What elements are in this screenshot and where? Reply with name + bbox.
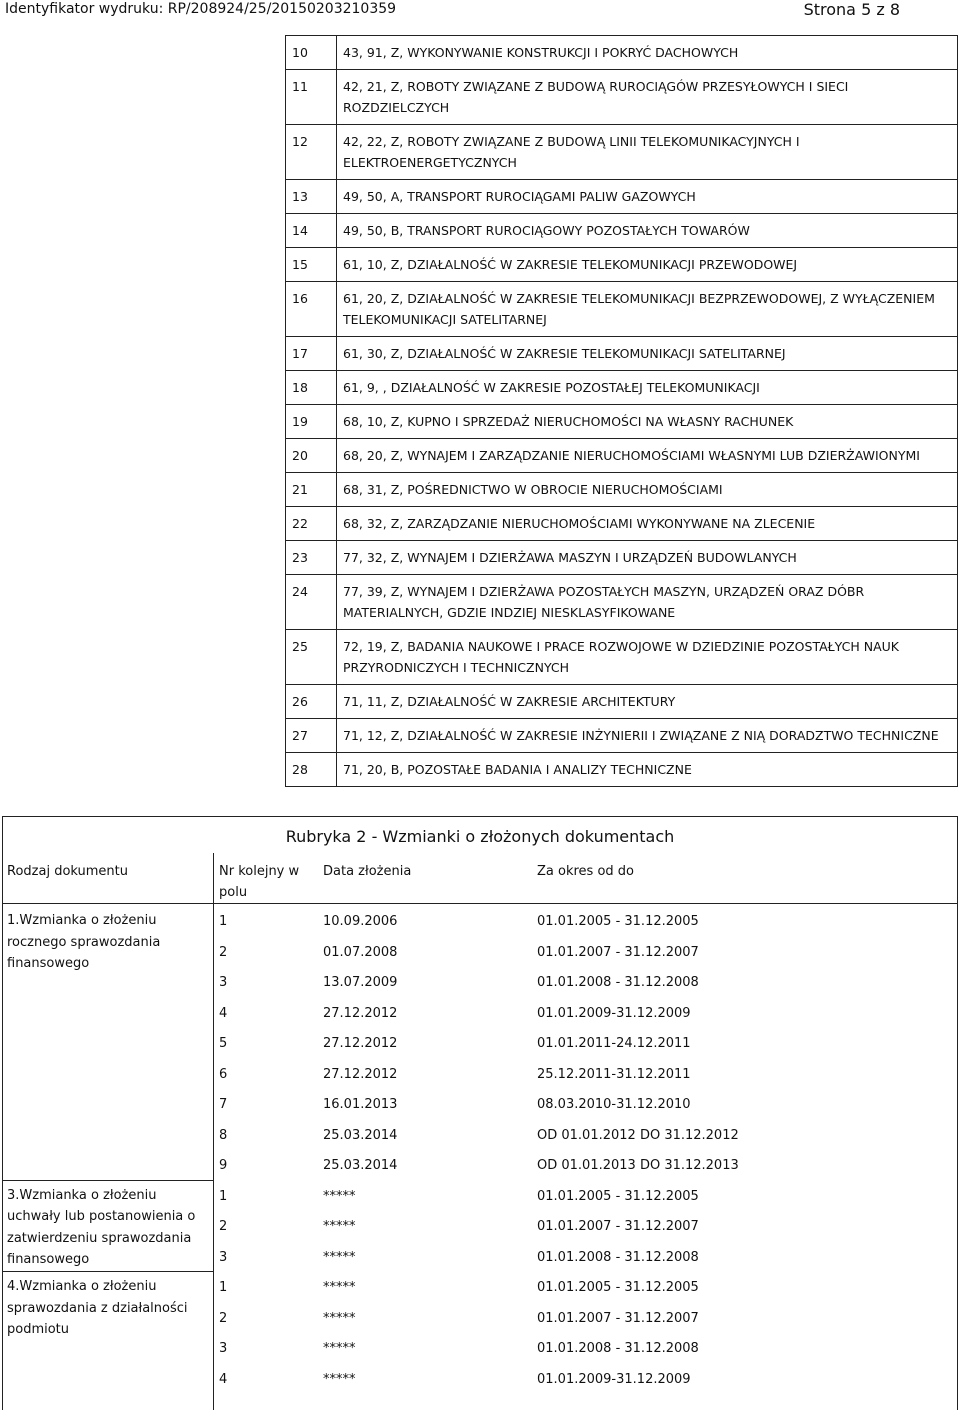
entry-date: ***** — [323, 1310, 356, 1326]
pkd-description: 61, 20, Z, DZIAŁALNOŚĆ W ZAKRESIE TELEKOMUNIKACJI BEZPRZEWODOWEJ, Z WYŁĄCZENIEM TELEKOMUNIKACJI SATELITARNEJ — [337, 282, 958, 337]
pkd-description: 71, 11, Z, DZIAŁALNOŚĆ W ZAKRESIE ARCHITEKTURY — [337, 685, 958, 719]
pkd-description: 71, 12, Z, DZIAŁALNOŚĆ W ZAKRESIE INŻYNIERII I ZWIĄZANE Z NIĄ DORADZTWO TECHNICZNE — [337, 719, 958, 753]
group-divider — [3, 1271, 213, 1272]
row-number: 13 — [286, 180, 337, 214]
entry-period: 25.12.2011-31.12.2011 — [537, 1066, 691, 1082]
entry-number: 2 — [219, 1219, 228, 1234]
row-number: 18 — [286, 371, 337, 405]
pkd-description: 68, 32, Z, ZARZĄDZANIE NIERUCHOMOŚCIAMI WYKONYWANE NA ZLECENIE — [337, 507, 958, 541]
table-row — [286, 371, 958, 405]
entry-number: 6 — [219, 1066, 228, 1082]
entry-period: 01.01.2009-31.12.2009 — [537, 1371, 691, 1387]
pkd-description: 71, 20, B, POZOSTAŁE BADANIA I ANALIZY TECHNICZNE — [337, 753, 958, 787]
column-divider — [213, 853, 214, 1410]
entry-period: 01.01.2007 - 31.12.2007 — [537, 944, 699, 960]
table-row — [286, 70, 958, 125]
pkd-description: 49, 50, A, TRANSPORT RUROCIĄGAMI PALIW GAZOWYCH — [337, 180, 958, 214]
entry-date: 01.07.2008 — [323, 944, 398, 960]
pkd-description: 68, 20, Z, WYNAJEM I ZARZĄDZANIE NIERUCHOMOŚCIAMI WŁASNYMI LUB DZIERŻAWIONYMI — [337, 439, 958, 473]
table-row — [286, 575, 958, 630]
entry-number: 5 — [219, 1036, 228, 1051]
pkd-description: 42, 21, Z, ROBOTY ZWIĄZANE Z BUDOWĄ RUROCIĄGÓW PRZESYŁOWYCH I SIECI ROZDZIELCZYCH — [337, 70, 958, 125]
entry-number: 2 — [219, 944, 228, 960]
table-row — [286, 719, 958, 753]
pkd-description: 61, 9, , DZIAŁALNOŚĆ W ZAKRESIE POZOSTAŁEJ TELEKOMUNIKACJI — [337, 371, 958, 405]
entry-date: 25.03.2014 — [323, 1158, 398, 1173]
row-number: 19 — [286, 405, 337, 439]
table-row — [286, 405, 958, 439]
pkd-description: 42, 22, Z, ROBOTY ZWIĄZANE Z BUDOWĄ LINII TELEKOMUNIKACYJNYCH I ELEKTROENERGETYCZNYCH — [337, 125, 958, 180]
entry-date: 27.12.2012 — [323, 1066, 398, 1082]
entry-period: 01.01.2007 - 31.12.2007 — [537, 1219, 699, 1234]
table-row — [286, 507, 958, 541]
row-number: 15 — [286, 248, 337, 282]
entry-number: 1 — [219, 1188, 228, 1204]
entry-number: 9 — [219, 1158, 228, 1173]
row-number: 24 — [286, 575, 337, 630]
table-row — [286, 282, 958, 337]
pkd-description: 49, 50, B, TRANSPORT RUROCIĄGOWY POZOSTAŁYCH TOWARÓW — [337, 214, 958, 248]
entry-date: 16.01.2013 — [323, 1097, 398, 1112]
row-number: 17 — [286, 337, 337, 371]
table-row — [286, 439, 958, 473]
rubryka-2-section — [2, 816, 958, 1410]
table-row — [286, 180, 958, 214]
pkd-description: 68, 31, Z, POŚREDNICTWO W OBROCIE NIERUCHOMOŚCIAMI — [337, 473, 958, 507]
page-number: Strona 5 z 8 — [803, 0, 900, 19]
entry-date: ***** — [323, 1188, 356, 1204]
pkd-description: 61, 30, Z, DZIAŁALNOŚĆ W ZAKRESIE TELEKOMUNIKACJI SATELITARNEJ — [337, 337, 958, 371]
document-type-label: 1.Wzmianka o złożeniu rocznego sprawozdania finansowego — [7, 913, 161, 971]
entry-period: 01.01.2011-24.12.2011 — [537, 1036, 691, 1051]
row-number: 23 — [286, 541, 337, 575]
entry-period: 01.01.2008 - 31.12.2008 — [537, 975, 699, 990]
entry-date: 27.12.2012 — [323, 1036, 398, 1051]
row-number: 22 — [286, 507, 337, 541]
entry-date: ***** — [323, 1280, 356, 1295]
pkd-description: 68, 10, Z, KUPNO I SPRZEDAŻ NIERUCHOMOŚCI NA WŁASNY RACHUNEK — [337, 405, 958, 439]
table-row — [286, 337, 958, 371]
row-number: 28 — [286, 753, 337, 787]
table-row — [286, 753, 958, 787]
entry-number: 7 — [219, 1097, 228, 1112]
entry-period: 08.03.2010-31.12.2010 — [537, 1097, 691, 1112]
pkd-description: 61, 10, Z, DZIAŁALNOŚĆ W ZAKRESIE TELEKOMUNIKACJI PRZEWODOWEJ — [337, 248, 958, 282]
pkd-description: 77, 39, Z, WYNAJEM I DZIERŻAWA POZOSTAŁYCH MASZYN, URZĄDZEŃ ORAZ DÓBR MATERIALNYCH, GDZIE INDZIEJ NIESKLASYFIKOWANE — [337, 575, 958, 630]
row-number: 21 — [286, 473, 337, 507]
table-row — [286, 214, 958, 248]
group-divider — [3, 1180, 213, 1181]
entry-period: OD 01.01.2012 DO 31.12.2012 — [537, 1127, 739, 1143]
table-row — [286, 125, 958, 180]
entry-number: 3 — [219, 1341, 228, 1356]
entry-number: 4 — [219, 1371, 228, 1387]
entry-period: 01.01.2005 - 31.12.2005 — [537, 1188, 699, 1204]
row-number: 16 — [286, 282, 337, 337]
row-number: 27 — [286, 719, 337, 753]
entry-period: 01.01.2008 - 31.12.2008 — [537, 1249, 699, 1265]
entry-period: OD 01.01.2013 DO 31.12.2013 — [537, 1158, 739, 1173]
entry-number: 3 — [219, 1249, 228, 1265]
entry-date: 25.03.2014 — [323, 1127, 398, 1143]
row-number: 12 — [286, 125, 337, 180]
header-okres: Za okres od do — [537, 864, 634, 879]
print-identifier: Identyfikator wydruku: RP/208924/25/20150203210359 — [5, 1, 397, 17]
pkd-description: 43, 91, Z, WYKONYWANIE KONSTRUKCJI I POKRYĆ DACHOWYCH — [337, 36, 958, 70]
row-number: 11 — [286, 70, 337, 125]
entry-number: 1 — [219, 914, 228, 929]
entry-date: 10.09.2006 — [323, 914, 398, 929]
row-number: 26 — [286, 685, 337, 719]
header-rodzaj: Rodzaj dokumentu — [7, 864, 128, 879]
document-type-label: 3.Wzmianka o złożeniu uchwały lub postanowienia o zatwierdzeniu sprawozdania finansowego — [7, 1187, 196, 1267]
row-number: 25 — [286, 630, 337, 685]
row-number: 20 — [286, 439, 337, 473]
entry-number: 1 — [219, 1280, 228, 1295]
table-row — [286, 541, 958, 575]
entry-date: ***** — [323, 1371, 356, 1387]
entry-period: 01.01.2008 - 31.12.2008 — [537, 1341, 699, 1356]
table-row — [286, 36, 958, 70]
entry-number: 2 — [219, 1310, 228, 1326]
entry-date: 27.12.2012 — [323, 1005, 398, 1021]
entry-period: 01.01.2007 - 31.12.2007 — [537, 1310, 699, 1326]
entry-date: ***** — [323, 1341, 356, 1356]
table-row — [286, 685, 958, 719]
table-row — [286, 630, 958, 685]
entry-date: ***** — [323, 1219, 356, 1234]
header-nr: Nr kolejny w polu — [219, 864, 300, 900]
document-type-label: 4.Wzmianka o złożeniu sprawozdania z działalności podmiotu — [7, 1279, 188, 1337]
entry-date: ***** — [323, 1249, 356, 1265]
entry-period: 01.01.2005 - 31.12.2005 — [537, 914, 699, 929]
header-divider — [3, 903, 957, 904]
entry-number: 4 — [219, 1005, 228, 1021]
entry-number: 3 — [219, 975, 228, 990]
pkd-description: 77, 32, Z, WYNAJEM I DZIERŻAWA MASZYN I URZĄDZEŃ BUDOWLANYCH — [337, 541, 958, 575]
print-header — [0, 0, 960, 24]
header-data: Data złożenia — [323, 864, 412, 879]
pkd-description: 72, 19, Z, BADANIA NAUKOWE I PRACE ROZWOJOWE W DZIEDZINIE POZOSTAŁYCH NAUK PRZYRODNICZYCH I TECHNICZNYCH — [337, 630, 958, 685]
entry-period: 01.01.2005 - 31.12.2005 — [537, 1280, 699, 1295]
pkd-table — [285, 35, 958, 787]
row-number: 10 — [286, 36, 337, 70]
entry-number: 8 — [219, 1127, 228, 1143]
table-row — [286, 248, 958, 282]
table-row — [286, 473, 958, 507]
rubryka-title: Rubryka 2 - Wzmianki o złożonych dokumentach — [285, 827, 675, 846]
row-number: 14 — [286, 214, 337, 248]
entry-date: 13.07.2009 — [323, 975, 398, 990]
entry-period: 01.01.2009-31.12.2009 — [537, 1005, 691, 1021]
